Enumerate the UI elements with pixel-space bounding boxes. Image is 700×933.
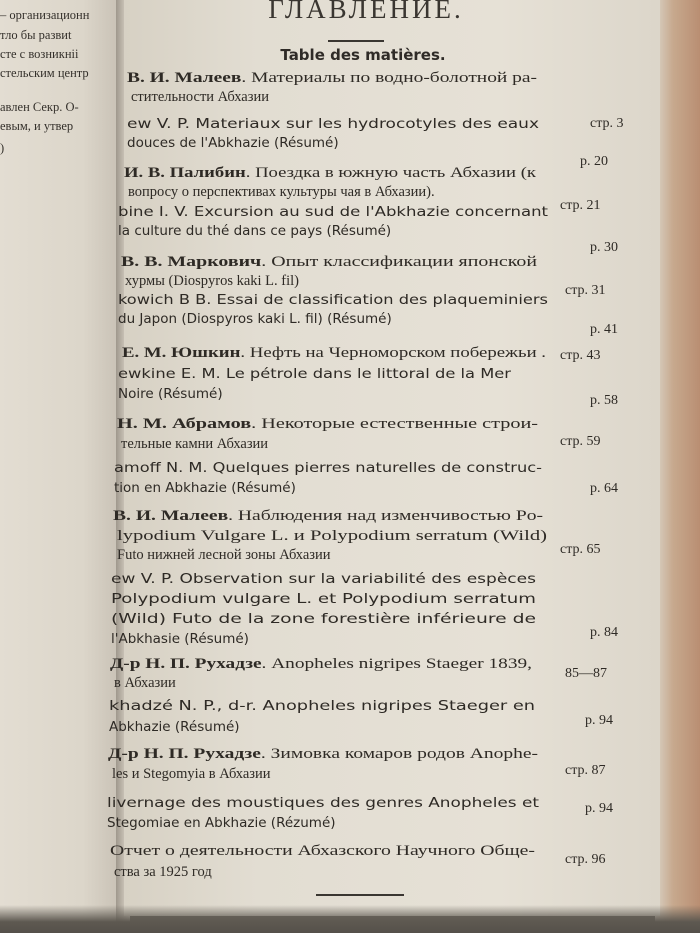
- toc-page-number: стр. 3: [590, 116, 624, 131]
- toc-title-text: Noire (Résumé): [118, 386, 223, 402]
- toc-author: В. И. Малеев: [113, 508, 229, 524]
- previous-page-line: – организационн: [0, 8, 90, 22]
- toc-page-number: p. 84: [590, 625, 618, 640]
- toc-entry-line: [114, 480, 296, 497]
- toc-entry-line: [110, 843, 535, 860]
- toc-title-text: . Наблюдения над изменчивостью Po-: [228, 508, 543, 524]
- toc-title-text: . Опыт классификации японской: [261, 254, 537, 270]
- previous-page-edge: [0, 0, 118, 933]
- toc-entry-line: [127, 116, 539, 133]
- toc-title-text: . Поездка в южную часть Абхазии (к: [245, 165, 536, 181]
- toc-page-number: стр. 31: [565, 283, 606, 298]
- toc-author: В. В. Маркович: [121, 254, 262, 270]
- toc-author: Н. М. Абрамов: [117, 416, 252, 432]
- toc-page-number: стр. 21: [560, 198, 601, 213]
- toc-entry-line: [114, 460, 542, 477]
- toc-entry-line: [111, 571, 536, 588]
- toc-title-text: . Некоторые естественные строи-: [251, 416, 538, 432]
- toc-page-number: стр. 87: [565, 763, 606, 778]
- toc-entry-line: [131, 89, 269, 106]
- toc-page-number: p. 20: [580, 154, 608, 169]
- toc-entry-line: [107, 795, 539, 812]
- toc-entry-line: [117, 416, 538, 433]
- toc-page-number: p. 30: [590, 240, 618, 255]
- toc-title-text: khadzé N. P., d-r. Anopheles nigripes Staeger en: [109, 698, 535, 714]
- toc-entry-line: [111, 591, 536, 608]
- toc-entry-line: [114, 675, 176, 692]
- toc-title-text: Отчет о деятельности Абхазского Научного Обще-: [110, 843, 535, 859]
- toc-entry-line: [127, 70, 537, 87]
- toc-title-text: tion en Abkhazie (Résumé): [114, 480, 296, 496]
- toc-page-number: p. 94: [585, 801, 613, 816]
- toc-title-text: amoff N. M. Quelques pierres naturelles de construc-: [114, 460, 542, 476]
- end-divider: [316, 894, 404, 896]
- toc-entry-line: [118, 311, 392, 328]
- toc-title-text: Futo нижней лесной зоны Абхазии: [117, 547, 331, 563]
- toc-title-text: kowich B B. Essai de classification des plaqueminiers: [118, 292, 548, 308]
- toc-title-text: ew V. P. Materiaux sur les hydrocotyles des eaux: [127, 116, 539, 132]
- toc-entry-line: [118, 204, 548, 221]
- page-subtitle: Table des matières.: [280, 46, 446, 64]
- toc-entry-line: [107, 815, 336, 832]
- toc-entry-line: [113, 508, 543, 525]
- toc-entry-line: [118, 223, 391, 240]
- toc-entry-line: [110, 656, 532, 673]
- toc-title-text: в Абхазии: [114, 675, 176, 691]
- toc-author: Д-р Н. П. Рухадзе: [108, 746, 261, 762]
- toc-title-text: . Нефть на Черноморском побережьи .: [240, 345, 546, 361]
- toc-author: Е. М. Юшкин: [122, 345, 241, 361]
- toc-entry-line: [112, 766, 271, 783]
- page-title: ГЛАВЛЕНИЕ.: [268, 0, 464, 24]
- toc-entry-line: [117, 547, 331, 564]
- toc-title-text: ства за 1925 год: [114, 864, 212, 880]
- toc-entry-line: [118, 292, 548, 309]
- toc-title-text: хурмы (Diospyros kaki L. fil): [125, 273, 299, 289]
- toc-author: Д-р Н. П. Рухадзе: [110, 656, 262, 672]
- toc-title-text: l'Abkhasie (Résumé): [111, 631, 249, 647]
- toc-page-number: стр. 43: [560, 348, 601, 363]
- toc-page-number: стр. 96: [565, 852, 606, 867]
- toc-title-text: . Зимовка комаров родов Anophe-: [260, 746, 538, 762]
- toc-page-number: p. 58: [590, 393, 618, 408]
- toc-page-number: стр. 65: [560, 542, 601, 557]
- toc-entry-line: [111, 611, 536, 628]
- toc-entry-line: [114, 864, 212, 881]
- toc-entry-line: [108, 746, 538, 763]
- toc-title-text: du Japon (Diospyros kaki L. fil) (Résumé): [118, 311, 392, 327]
- toc-entry-line: [121, 254, 537, 271]
- toc-title-text: ewkine E. M. Le pétrole dans le littoral de la Mer: [118, 366, 511, 382]
- toc-title-text: ew V. P. Observation sur la variabilité des espèces: [111, 571, 536, 587]
- toc-entry-line: [109, 719, 240, 736]
- toc-entry-line: [124, 165, 536, 182]
- toc-entry-line: [111, 631, 249, 648]
- book-cover-edge: [655, 0, 700, 933]
- toc-title-text: . Материалы по водно-болотной ра-: [241, 70, 537, 86]
- previous-page-line: стельским центр: [0, 66, 89, 80]
- bottom-shadow: [0, 905, 700, 933]
- toc-entry-line: [125, 273, 299, 290]
- toc-title-text: Stegomiae en Abkhazie (Rézumé): [107, 815, 336, 831]
- toc-entry-line: [118, 366, 511, 383]
- toc-title-text: lypodium Vulgare L. и Polypodium serratum (Wild): [117, 528, 547, 544]
- toc-title-text: bine I. V. Excursion au sud de l'Abkhazie concernant: [118, 204, 548, 220]
- toc-title-text: Polypodium vulgare L. et Polypodium serratum: [111, 591, 536, 607]
- previous-page-line: тло бы развиt: [0, 28, 72, 42]
- toc-page-number: p. 41: [590, 322, 618, 337]
- previous-page-line: сте с возникнii: [0, 47, 79, 61]
- toc-page-number: стр. 59: [560, 434, 601, 449]
- toc-title-text: стительности Абхазии: [131, 89, 269, 105]
- toc-title-text: . Anopheles nigripes Staeger 1839,: [261, 656, 532, 672]
- toc-page-number: p. 94: [585, 713, 613, 728]
- toc-author: В. И. Малеев: [127, 70, 242, 86]
- toc-title-text: livernage des moustiques des genres Anopheles et: [107, 795, 539, 811]
- toc-title-text: la culture du thé dans ce pays (Résumé): [118, 223, 392, 239]
- toc-entry-line: [128, 184, 435, 201]
- toc-title-text: les и Stegomyia в Абхазии: [112, 766, 271, 782]
- previous-page-line: евым, и утвер: [0, 119, 74, 133]
- toc-entry-line: [118, 386, 223, 403]
- toc-page-number: p. 64: [590, 481, 618, 496]
- toc-entry-line: [117, 528, 547, 545]
- title-divider: [328, 40, 384, 42]
- toc-title-text: (Wild) Futo de la zone forestière inférieure de: [111, 611, 536, 627]
- toc-entry-line: [109, 698, 535, 715]
- toc-author: И. В. Палибин: [124, 165, 246, 181]
- toc-title-text: вопросу о перспективах культуры чая в Абхазии).: [128, 184, 435, 200]
- previous-page-line: авлен Секр. О-: [0, 100, 79, 114]
- toc-title-text: Abkhazie (Résumé): [109, 719, 240, 735]
- toc-title-text: тельные камни Абхазии: [121, 436, 269, 452]
- toc-page-number: 85—87: [565, 666, 607, 681]
- toc-title-text: douces de l'Abkhazie (Résumé): [127, 135, 339, 151]
- toc-entry-line: [122, 345, 546, 362]
- previous-page-line: ): [0, 141, 5, 155]
- toc-entry-line: [127, 135, 339, 152]
- toc-entry-line: [121, 436, 268, 453]
